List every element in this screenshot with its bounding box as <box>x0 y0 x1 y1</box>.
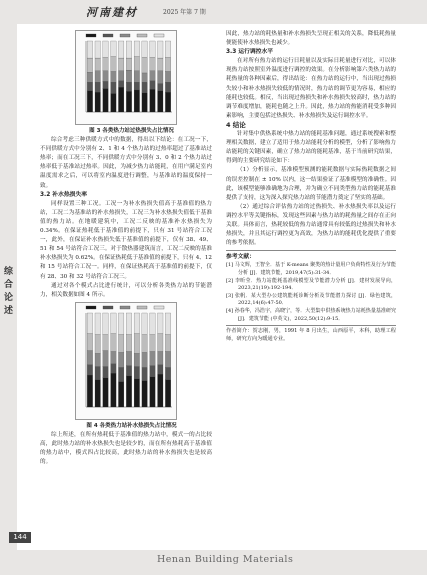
reference-item: [4] 孙春华，冯浩宇，高晓宁，等．大型集中供热系统热力站耗热量基准研究 [J]．建筑节能 (中英文)，2022,50(12):9-15． <box>226 307 396 322</box>
bar-segment <box>142 352 147 367</box>
bar-segment <box>118 313 123 335</box>
bar-segment <box>134 333 139 353</box>
bar-segment <box>118 58 123 71</box>
legend-swatch <box>154 34 164 37</box>
bar-segment <box>87 72 92 82</box>
bar-segment <box>134 71 139 82</box>
bar-segment <box>126 351 131 365</box>
bar-segment <box>158 333 163 351</box>
bar-segment <box>150 57 155 70</box>
bar-segment <box>165 351 170 367</box>
bar-segment <box>165 380 170 407</box>
bar-segment <box>126 70 131 82</box>
bar-segment <box>111 313 116 334</box>
legend-swatch <box>86 306 96 309</box>
bar-segment <box>87 82 92 91</box>
bar-segment <box>87 364 92 374</box>
legend-swatch <box>137 34 147 37</box>
bar-segment <box>142 313 147 335</box>
bar-segment <box>111 94 116 112</box>
bar-segment <box>118 81 123 87</box>
reference-list <box>226 262 396 323</box>
references-title: 参考文献： <box>226 254 255 261</box>
left-column <box>40 30 212 467</box>
journal-brand: 河南建材 <box>86 6 138 19</box>
bar-segment <box>158 91 163 112</box>
bar-segment <box>126 313 131 335</box>
bar-segment <box>165 92 170 112</box>
bar-segment <box>142 82 147 93</box>
paragraph: 因此，热力站的耗热量和补水热损失呈现正相关的关系，降低耗热量便能使补水热损失也减少。 <box>226 31 396 47</box>
bar-segment <box>103 378 108 407</box>
bar-segment <box>165 313 170 335</box>
bar-segment <box>87 91 92 112</box>
bar-segment <box>103 350 108 366</box>
bar-segment <box>150 71 155 81</box>
paragraph: 综合考虑三种供暖方式中的数据，得出以下结论：在工况一下，不同供暖方式中分别有 2、1 和 4 个热力站的过热率超过了基准站过热率；而在工况三下，不同供暖方式中分别有 3、0 和 2 个热力站过热率低于基准站过热率。因此，为减少热力站能耗，在用户满足室内温度需求之后，可以将室内温度进行调整，与基准站的温度保持一致。 <box>40 137 212 189</box>
bar-segment <box>118 334 123 352</box>
bar-segment <box>126 58 131 70</box>
paragraph: 通过对各个模式占比进行统计，可以分析各类热力站的节能潜力，相关数据如图 4 所示。 <box>40 282 212 298</box>
page-header <box>0 0 427 24</box>
bar-segment <box>134 82 139 90</box>
bar-segment <box>158 71 163 84</box>
bar-segment <box>134 57 139 71</box>
bar-segment <box>150 41 155 57</box>
bar-segment <box>158 84 163 91</box>
bar-segment <box>142 73 147 82</box>
bar-segment <box>95 380 100 407</box>
bar-segment <box>126 334 131 351</box>
bar-segment <box>111 82 116 93</box>
bar-segment <box>118 381 123 406</box>
figure-3 <box>75 30 177 125</box>
legend-swatch <box>120 306 130 309</box>
bar-segment <box>95 41 100 58</box>
legend-swatch <box>103 34 113 37</box>
legend-swatch <box>120 34 130 37</box>
figure-3-caption: 图 3 各类热力站过热损失占比情况 <box>89 128 174 134</box>
bar-segment <box>111 351 116 363</box>
paragraph: （1）分析显示，基准模型预测的能耗数据与实际热耗数据之间的误差控制在 ± 10% 以内，这一结果验证了基准模型的准确性。因此，该模型能够准确地为合理，并为确立不同类型热力站的能耗基准提供了支持，这为深入探究热力站的节能潜力奠定了坚实的基础。 <box>226 167 396 201</box>
paragraph: 同样设置三种工况。工况一为补水热损失值高于基准值的热力站，工况二为基准站的补水热损失，工况三为补水热损失值低于基准值的热力站。在地暖建筑中，工况二反映的基准补水热损失为 0.34%。在保证热耗低于基准值的前提下，只有 31 号站符合工况一，此外，在保证补水热损失低于基准值的前提下，仅有 38、49、51 和 54 号站符合工况三。对于散热器建筑而言，工况二反映的基准补水热损失为 0.62%。在保证热耗低于基准值的前提下，只有 4、12 和 15 号站符合工况一。同样，在保证热耗高于基准值的前提下，仅有 28、30 和 32 号站符合工况三。 <box>40 200 212 280</box>
paragraph: （2）通过综合评估热力站的过热损失、补水热损失率以及运行调控水平等关键指标，发现这些因素与热力站的耗热量之间存在正向关联。具体而言，热耗较低的热力站通常具有较低的过热损失和补水热损失，并且其运行调控更为高效，为热力站的能耗优化提供了重要的参考依据。 <box>226 203 396 247</box>
bar-segment <box>134 379 139 407</box>
bar-segment <box>142 334 147 352</box>
bar-segment <box>87 58 92 72</box>
bar-segment <box>111 364 116 373</box>
section-heading: 4 结论 <box>226 120 246 129</box>
bar-segment <box>103 81 108 88</box>
bar-segment <box>126 91 131 112</box>
bar-segment <box>103 366 108 377</box>
figure-4-caption: 图 4 各类热力站补水热损失占比情况 <box>86 422 177 429</box>
bar-segment <box>95 366 100 379</box>
bar-segment <box>142 57 147 73</box>
bar-segment <box>150 377 155 407</box>
reference-item: [1] 马文辉，王智全．基于 K-means 聚类的热计量用户负荷特性及行为节能分析 [J]．建筑节能，2019,47(5):31-34． <box>226 262 396 276</box>
bar-segment <box>95 313 100 335</box>
bar-segment <box>118 352 123 367</box>
bar-segment <box>158 41 163 58</box>
bar-segment <box>142 41 147 57</box>
reference-item: [3] 张帆．某大型办公建筑能耗诊断分析及节能潜力探讨 [J]．绿色建筑，2022,14(6):47-50． <box>226 292 396 307</box>
bar-segment <box>95 353 100 366</box>
bar-segment <box>87 350 92 364</box>
bar-segment <box>103 57 108 70</box>
bar-segment <box>158 374 163 407</box>
bar-segment <box>142 367 147 380</box>
bar-segment <box>103 89 108 112</box>
bar-segment <box>134 313 139 334</box>
bar-segment <box>165 72 170 83</box>
bar-segment <box>103 41 108 57</box>
bar-segment <box>165 334 170 351</box>
bar-segment <box>150 81 155 90</box>
bar-segment <box>150 313 155 335</box>
bar-segment <box>111 333 116 351</box>
bar-segment <box>95 92 100 112</box>
bar-segment <box>87 333 92 350</box>
bar-segment <box>158 313 163 334</box>
bar-segment <box>126 365 131 375</box>
bar-segment <box>134 353 139 366</box>
bar-segment <box>158 351 163 364</box>
figure-4-chart <box>76 303 176 419</box>
paragraph: 针对集中供热系统中热力站的能耗基准问题，通过系统搜索和整理相关数据，建立了适用于热力站能耗分析的模型，分析了影响热力站能耗的关键因素，确立了热力站的能耗基准，基于当前研究结果，得到的主要研究结论如下： <box>226 131 396 165</box>
bar-segment <box>111 72 116 83</box>
bar-segment <box>150 351 155 365</box>
bar-segment <box>95 334 100 353</box>
bar-segment <box>142 380 147 406</box>
legend-swatch <box>154 306 164 309</box>
bar-segment <box>134 366 139 378</box>
bar-segment <box>165 57 170 71</box>
page-number: 144 <box>9 532 31 543</box>
bar-segment <box>111 373 116 407</box>
legend-swatch <box>137 306 147 309</box>
figure-4 <box>75 302 177 420</box>
bar-segment <box>118 367 123 381</box>
page-footer <box>0 550 427 575</box>
bar-segment <box>150 365 155 376</box>
bar-segment <box>134 41 139 57</box>
legend-swatch <box>103 306 113 309</box>
author-bio: 作者简介：贺志刚，男，1991 年 8 月出生，山西原平，本科，助理工程师，研究方向为暖通专业。 <box>226 328 396 342</box>
bar-segment <box>118 87 123 112</box>
bar-segment <box>103 313 108 335</box>
paragraph: 综上所述，在所有热耗低于基准值的热力站中，模式一的占比较高，此时热力站的补水热损失也是较少的，而在所有热耗高于基准值的热力站中，模式四占比较高，此时热力站的补水热损失也是较高的。 <box>40 431 212 466</box>
bar-segment <box>111 57 116 72</box>
bar-segment <box>87 375 92 407</box>
section-label: 综合论述 <box>3 267 13 316</box>
bar-segment <box>87 313 92 334</box>
bar-segment <box>134 90 139 112</box>
bar-segment <box>111 41 116 57</box>
bar-segment <box>126 41 131 58</box>
bar-segment <box>103 71 108 82</box>
bar-segment <box>118 41 123 58</box>
bar-segment <box>126 376 131 407</box>
divider <box>226 325 396 326</box>
figure-3-chart <box>76 31 176 124</box>
bar-segment <box>87 41 92 58</box>
bar-segment <box>158 58 163 71</box>
section-heading: 3.2 补水热损失率 <box>40 191 88 198</box>
bar-segment <box>165 367 170 379</box>
journal-title-en: Henan Building Materials <box>157 554 294 565</box>
bar-segment <box>165 41 170 57</box>
bar-segment <box>126 82 131 91</box>
bar-segment <box>103 334 108 350</box>
right-column <box>226 30 396 344</box>
bar-segment <box>150 89 155 112</box>
bar-segment <box>158 364 163 373</box>
divider <box>226 250 396 251</box>
bar-segment <box>95 82 100 92</box>
bar-segment <box>95 58 100 71</box>
issue-label: 2025 年第 7 期 <box>163 9 206 16</box>
bar-segment <box>165 82 170 92</box>
bar-segment <box>150 334 155 351</box>
bar-segment <box>142 93 147 112</box>
section-heading: 3.3 运行调控水平 <box>226 49 274 56</box>
paragraph: 在对所有热力站的运行日耗量以及实际日耗量进行对比，可以体现热力站按照室外温度进行调控的效果。在分析影响第六类热力站的耗热量的各种因素后，得出结论：在热力站的运行中，当出现过热损失较小和补水热损失较低的情况时，热力站的调节更为容易，相应的能耗也较低。相反，当出现过热损失和补水热损失较高时，热力站的调节难度增加，能耗也随之上升。因此，热力站的热能消耗受多种因素影响，主要包括过热损失、补水热损失及运行调控水平。 <box>226 58 396 119</box>
legend-swatch <box>86 34 96 37</box>
reference-item: [2] 李昕莹．热力站能耗基准线模型及节能潜力分析 [J]．建材发展导向，2023,21(19):192-194． <box>226 277 396 292</box>
bar-segment <box>118 71 123 81</box>
bar-segment <box>95 71 100 82</box>
